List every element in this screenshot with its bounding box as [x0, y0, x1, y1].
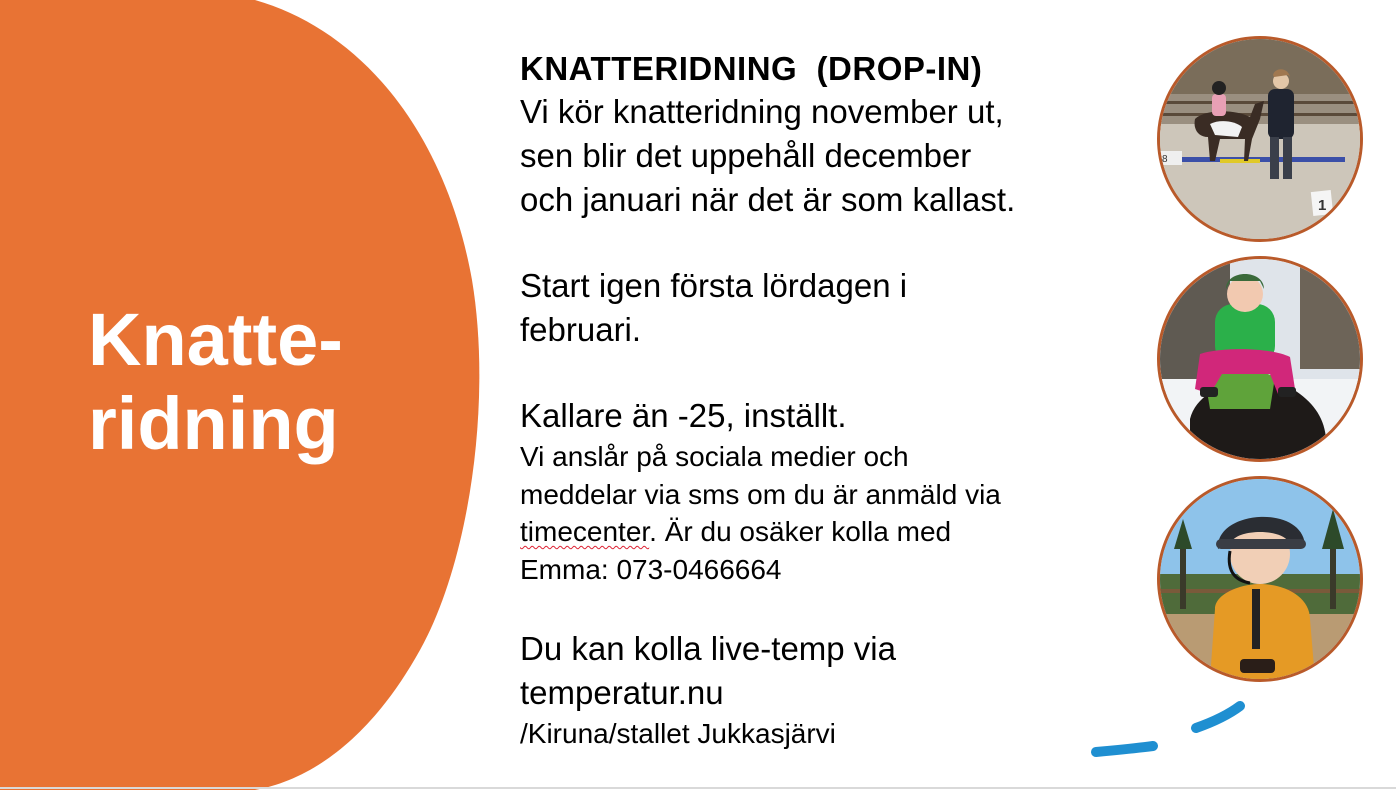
paragraph-3-line-2: meddelar via sms om du är anmäld via — [520, 478, 1001, 510]
bottom-divider — [0, 787, 1396, 789]
paragraph-4-line-2: temperatur.nu — [520, 674, 724, 711]
paragraph-2-line-1: Start igen första lördagen i — [520, 267, 908, 304]
paragraph-2-line-2: februari. — [520, 311, 642, 348]
child-on-pony-snow-photo — [1157, 256, 1363, 462]
side-title-line1: Knatte- — [88, 298, 343, 381]
paragraph-3-line-3 — [520, 513, 1140, 551]
child-helmet-photo — [1157, 476, 1363, 682]
side-title-line2: ridning — [88, 382, 339, 465]
track-number-text: 8 — [1162, 154, 1168, 165]
paragraph-1-line-3: och januari när det är som kallast. — [520, 181, 1016, 218]
heading: KNATTERIDNING (DROP-IN) — [520, 50, 983, 87]
spellcheck-word: timecenter — [520, 516, 650, 547]
content-text — [520, 48, 1140, 753]
paragraph-4-small: /Kiruna/stallet Jukkasjärvi — [520, 718, 836, 749]
paragraph-1-line-2: sen blir det uppehåll december — [520, 137, 972, 174]
paragraph-3-heading: Kallare än -25, inställt. — [520, 397, 847, 434]
paragraph-1-line-1: Vi kör knatteridning november ut, — [520, 93, 1004, 130]
side-title — [88, 298, 343, 466]
paragraph-4-line-1: Du kan kolla live-temp via — [520, 630, 896, 667]
riding-arena-photo — [1157, 36, 1363, 242]
blue-dashed-curve — [1088, 690, 1258, 770]
paragraph-3-line-1: Vi anslår på sociala medier och — [520, 441, 909, 472]
paragraph-3-line-3-rest: . Är du osäker kolla med — [649, 516, 952, 547]
paragraph-3-line-4: Emma: 073-0466664 — [520, 553, 782, 585]
arena-marker-text: 1 — [1318, 197, 1327, 214]
